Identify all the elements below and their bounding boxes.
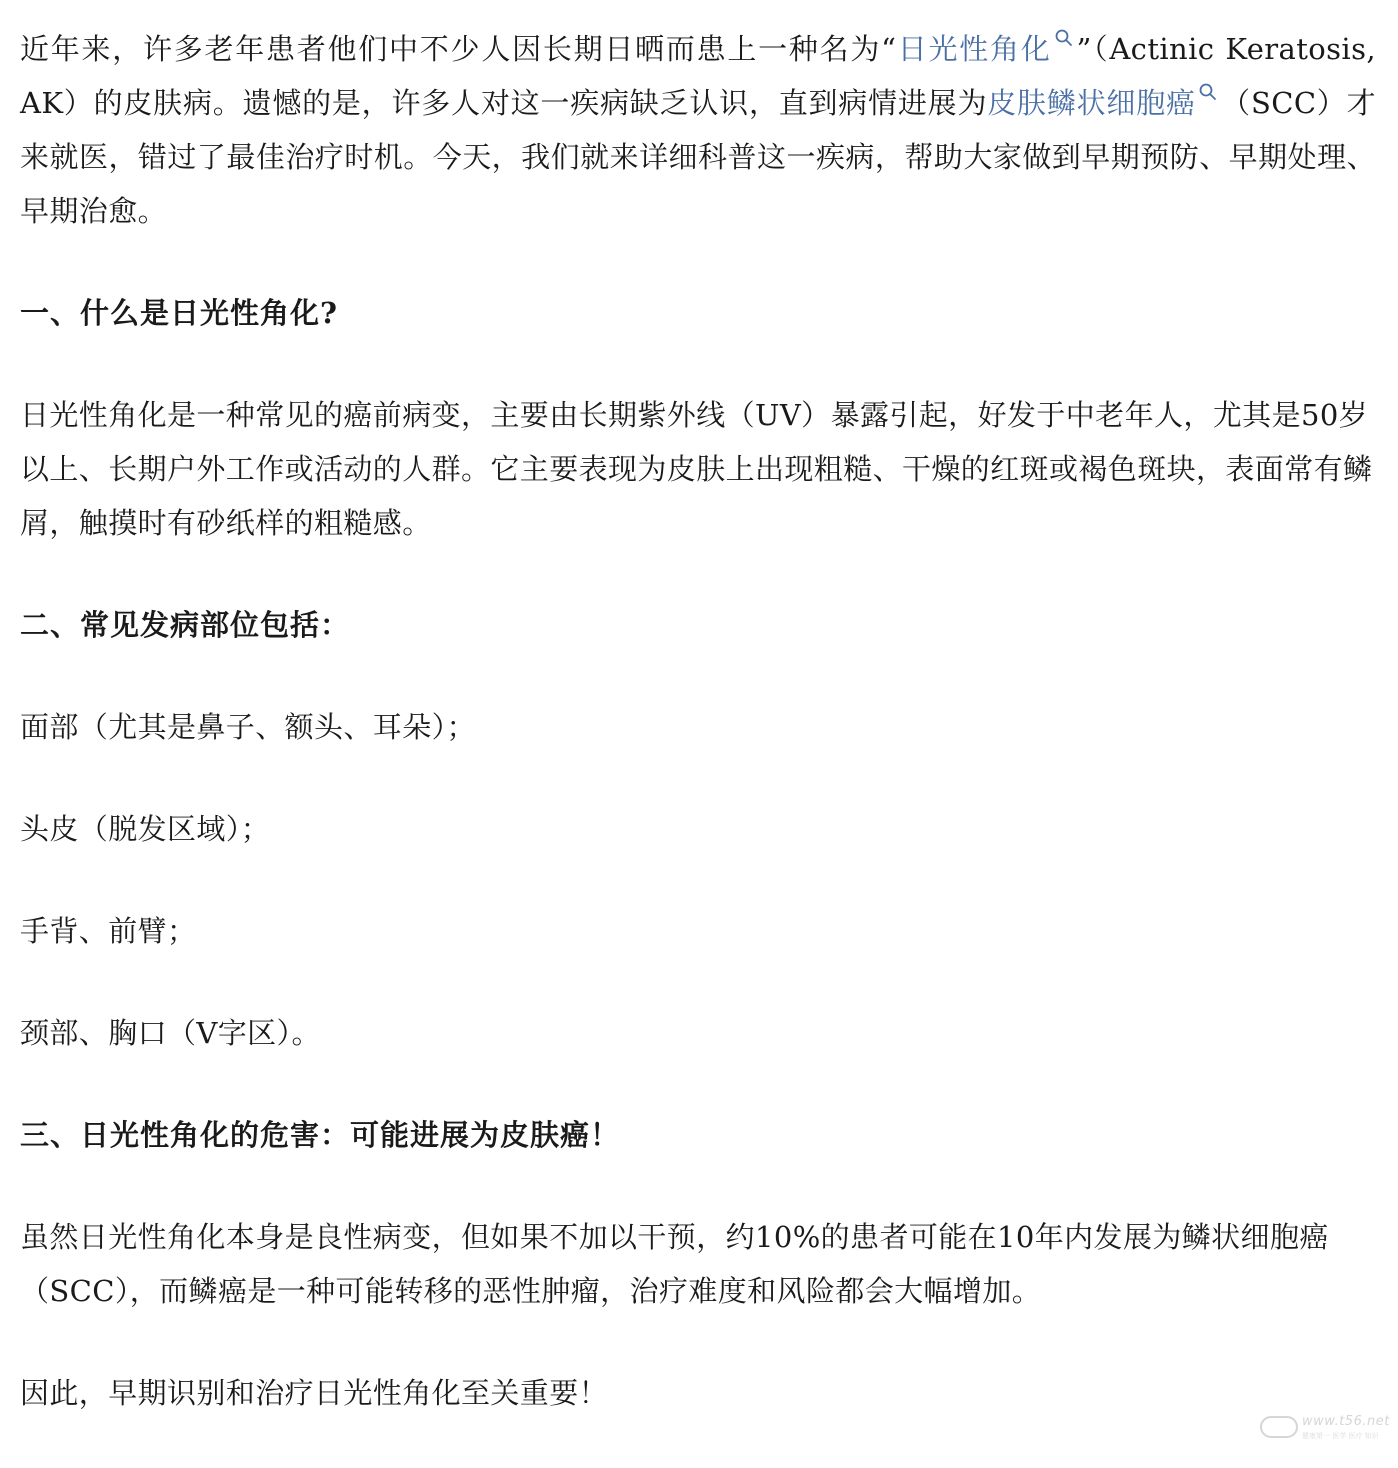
- intro-text-1: 近年来，许多老年患者他们中不少人因长期日晒而患上一种名为“: [20, 32, 897, 66]
- intro-text-2: ”（Actinic Keratosis, AK）的皮肤病。遗憾的是，许多人对这一疾病缺乏认识，直到病情进展为: [20, 32, 1376, 120]
- body-site-item: 颈部、胸口（V字区）。: [20, 1016, 321, 1050]
- keyword-link-squamous-cell-carcinoma[interactable]: 皮肤鳞状细胞癌: [987, 86, 1196, 120]
- definition-paragraph: 日光性角化是一种常见的癌前病变，主要由长期紫外线（UV）暴露引起，好发于中老年人，尤其是50岁以上、长期户外工作或活动的人群。它主要表现为皮肤上出现粗糙、干燥的红斑或褐色斑块，表面常有鳞屑，触摸时有砂纸样的粗糙感。: [20, 398, 1373, 540]
- search-icon[interactable]: [1054, 28, 1076, 48]
- risk-paragraph: 虽然日光性角化本身是良性病变，但如果不加以干预，约10%的患者可能在10年内发展为鳞状细胞癌（SCC），而鳞癌是一种可能转移的恶性肿瘤，治疗难度和风险都会大幅增加。: [20, 1220, 1329, 1308]
- intro-paragraph: [20, 22, 1376, 238]
- intro-text-3: （SCC）才来就医，错过了最佳治疗时机。今天，我们就来详细科普这一疾病，帮助大家做到早期预防、早期处理、早期治愈。: [20, 86, 1376, 228]
- section-heading-body-sites: 二、常见发病部位包括：: [20, 608, 351, 642]
- search-icon[interactable]: [1198, 82, 1220, 102]
- article-body: [20, 22, 1376, 1468]
- watermark-logo-icon: [1260, 1416, 1298, 1438]
- section-heading-definition: 一、什么是日光性角化?: [20, 296, 338, 330]
- body-site-item: 面部（尤其是鼻子、额头、耳朵）；: [20, 710, 476, 744]
- body-site-item: 头皮（脱发区域）；: [20, 812, 271, 846]
- body-site-item: 手背、前臂；: [20, 914, 197, 948]
- watermark-url: www.t56.net: [1302, 1414, 1390, 1429]
- keyword-link-actinic-keratosis[interactable]: 日光性角化: [896, 32, 1052, 66]
- section-heading-risks: 三、日光性角化的危害：可能进展为皮肤癌！: [20, 1118, 621, 1152]
- watermark-subtitle: 健康第一 医学 医疗 知识: [1302, 1432, 1379, 1440]
- site-watermark: [1260, 1410, 1390, 1444]
- conclusion-paragraph: 因此，早期识别和治疗日光性角化至关重要！: [20, 1376, 609, 1410]
